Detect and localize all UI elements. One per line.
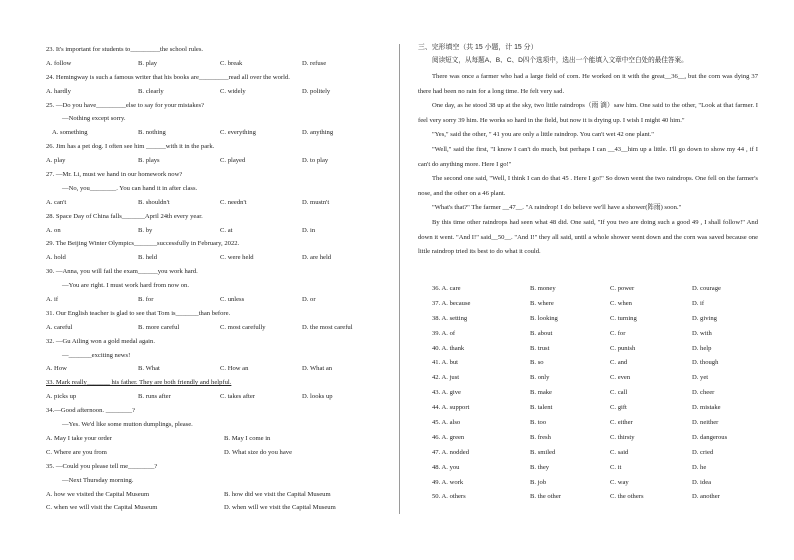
option-b: B. plays (138, 157, 160, 165)
answer-option: 45. A. also (432, 419, 461, 427)
answer-option: C. it (610, 463, 622, 471)
option-c: C. when we will visit the Capital Museum (46, 504, 158, 512)
answer-option: 37. A. because (432, 299, 471, 307)
answer-row (418, 434, 758, 449)
answer-row (418, 493, 758, 508)
question-29-stem: 29. The Beijing Winter Olympics_______successfully in February, 2022. (46, 240, 240, 248)
option-a: A. follow (46, 59, 72, 67)
question-34-options-ab (46, 435, 376, 449)
option-b: B. for (138, 296, 154, 304)
answer-option: C. call (610, 389, 628, 397)
answer-option: 38. A. setting (432, 314, 468, 322)
question-27-stem: 27. —Mr. Li, must we hand in our homework now? (46, 171, 183, 179)
answer-option: 39. A. of (432, 329, 456, 337)
question-32-reply: —_______exciting news! (62, 351, 131, 359)
answer-option: C. gift (610, 404, 627, 412)
option-d: D. looks up (302, 393, 333, 401)
answer-option: D. cheer (692, 389, 715, 397)
answer-option: 43. A. give (432, 389, 461, 397)
question-34-stem: 34.—Good afternoon. ________? (46, 407, 135, 415)
answer-option: B. about (530, 329, 553, 337)
question-24-stem: 24. Hemingway is such a famous writer that his books are_________read all over the world. (46, 73, 290, 81)
option-b: B. how did we visit the Capital Museum (224, 490, 331, 498)
option-d: D. or (302, 296, 316, 304)
answer-option: C. even (610, 374, 631, 382)
column-divider (399, 44, 400, 514)
question-30-reply: —You are right. I must work hard from now on. (62, 282, 189, 290)
option-a: A. how we visited the Capital Museum (46, 490, 150, 498)
answer-option: B. the other (530, 493, 561, 501)
question-26-options (46, 157, 376, 171)
answer-row (418, 285, 758, 300)
option-c: C. needn't (220, 198, 247, 206)
answer-option: B. fresh (530, 433, 551, 441)
question-23-stem: 23. It's important for students to_________the school rules. (46, 46, 204, 53)
passage-paragraph: "Well," said the first, "I know I can't do much, but perhaps I can __43__him up a little. I'll go down to show my 44 , if I can't do anything more. Here I go!" (418, 145, 758, 168)
question-27-reply: —No, you________. You can hand it in after class. (62, 184, 198, 192)
answer-option: B. where (530, 299, 554, 307)
option-d: D. anything (302, 129, 334, 137)
option-b: B. May I come in (224, 434, 271, 442)
answer-option: 46. A. green (432, 433, 465, 441)
option-a: A. How (46, 365, 67, 373)
option-a: A. hardly (46, 87, 71, 95)
passage-paragraph: One day, as he stood 38 up at the sky, two little raindrops（雨 滴）saw him. One said to the other, "Look at that farmer. I feel very sorry 39 him. He works so hard in the field, but now it is drying up. I wish I might 40 him." (418, 102, 758, 124)
option-b: B. play (138, 59, 158, 67)
option-c: C. everything (220, 129, 256, 137)
question-24-options (46, 88, 376, 102)
answer-option: 47. A. nodded (432, 448, 469, 456)
question-25-options (46, 129, 376, 143)
answer-option: D. another (692, 493, 720, 501)
question-30-stem: 30. —Anna, you will fail the exam______you work hard. (46, 268, 198, 276)
answer-row (418, 315, 758, 330)
option-c: C. were held (220, 254, 254, 262)
passage-paragraph: By this time other raindrops had seen what 48 did. One said, "If you two are doing such a good 49 , I shall follow!" And down it went. "And I!" said__50__. "And I!" they all said, until a whole shower went down and the corn was saved because one little raindrop tried its best to do what it could. (418, 218, 758, 256)
answer-row (418, 359, 758, 374)
section-directions: 阅读短文，从每题A、B、C、D四个选项中，选出一个能填入文章中空白处的最佳答案。 (432, 57, 688, 64)
answer-row (418, 389, 758, 404)
option-d: D. the most careful (302, 323, 353, 331)
question-23-options (46, 60, 376, 74)
answer-row (418, 300, 758, 315)
answer-option: B. make (530, 389, 552, 397)
question-28-options (46, 227, 376, 241)
answer-row (418, 419, 758, 434)
answer-row (418, 449, 758, 464)
answer-option: B. smiled (530, 448, 556, 456)
answer-option: C. way (610, 478, 629, 486)
option-b: B. by (138, 226, 153, 234)
option-c: C. at (220, 226, 233, 234)
option-b: B. What (138, 365, 160, 373)
answer-option: B. so (530, 359, 544, 367)
option-c: C. unless (220, 296, 245, 304)
answer-option: 40. A. thank (432, 344, 465, 352)
option-b: B. held (138, 254, 158, 262)
answer-option: D. though (692, 359, 719, 367)
passage-paragraph: "Yes," said the other, " 41 you are only a little raindrop. You can't wet 42 one plant." (432, 131, 654, 139)
answer-option: B. money (530, 285, 556, 292)
option-c: C. widely (220, 87, 246, 95)
answer-option: 41. A. but (432, 359, 459, 367)
answer-row (418, 404, 758, 419)
question-31-options (46, 324, 376, 338)
question-28-stem: 28. Space Day of China falls_______April 24th every year. (46, 212, 203, 220)
question-33-stem: 33. Mark really_______ his father. They are both friendly and helpful. (46, 379, 232, 387)
answer-row (418, 345, 758, 360)
question-35-options-ab (46, 491, 376, 505)
answer-row (418, 464, 758, 479)
answer-option: C. said (610, 448, 629, 456)
option-c: C. played (220, 157, 246, 165)
answer-option: B. looking (530, 314, 558, 322)
option-a: A. careful (46, 323, 73, 331)
question-32-stem: 32. —Gu Ailing won a gold medal again. (46, 337, 155, 345)
option-b: B. shouldn't (138, 198, 170, 206)
option-d: D. mustn't (302, 198, 330, 206)
option-a: A. play (46, 157, 66, 165)
option-c: C. most carefully (220, 323, 266, 331)
question-35-options-cd (46, 504, 376, 518)
answer-option: 36. A. care (432, 285, 461, 292)
question-35-reply: —Next Thursday morning. (62, 476, 134, 484)
answer-option: B. job (530, 478, 547, 486)
answer-option: D. courage (692, 285, 721, 292)
answer-option: C. for (610, 329, 626, 337)
answer-option: C. and (610, 359, 628, 367)
answer-option: B. they (530, 463, 550, 471)
answer-option: D. idea (692, 478, 712, 486)
answer-option: C. when (610, 299, 632, 307)
passage-paragraph: "What's that?" The farmer __47__. "A raindrop! I do believe we'll have a shower(阵雨) soon." (432, 204, 682, 212)
answer-options-table (418, 285, 758, 508)
question-25-reply: —Nothing except sorry. (62, 115, 126, 123)
question-35-stem: 35. —Could you please tell me________? (46, 462, 158, 470)
option-d: D. are held (302, 254, 332, 262)
answer-option: B. talent (530, 404, 553, 412)
answer-option: D. help (692, 344, 712, 352)
option-a: A. on (46, 226, 61, 234)
answer-option: D. mistake (692, 404, 721, 412)
answer-option: D. giving (692, 314, 717, 322)
answer-option: D. with (692, 329, 712, 337)
passage-paragraph: There was once a farmer who had a large field of corn. He worked on it with the great__36__, but the corn was dying 37 there had been no rain for a long time. He felt very sad. (418, 73, 758, 95)
option-a: A. picks up (46, 393, 77, 401)
answer-option: 49. A. work (432, 478, 464, 486)
option-b: B. nothing (138, 129, 166, 137)
option-a: A. if (46, 296, 59, 304)
question-34-reply: —Yes. We'd like some mutton dumplings, please. (62, 421, 193, 429)
answer-option: 42. A. just (432, 374, 460, 382)
option-c: C. Where are you from (46, 448, 107, 456)
question-34-options-cd (46, 449, 376, 463)
answer-option: D. neither (692, 419, 719, 427)
question-33-options (46, 393, 376, 407)
answer-option: 44. A. support (432, 404, 470, 412)
question-30-options (46, 296, 376, 310)
answer-option: C. punish (610, 344, 636, 352)
question-26-stem: 26. Jim has a pet dog. I often see him ______with it in the park. (46, 143, 215, 151)
option-a: A. can't (46, 198, 67, 206)
answer-option: C. thirsty (610, 433, 635, 441)
question-25-stem: 25. —Do you have_________else to say for your mistakes? (46, 101, 205, 109)
option-d: D. politely (302, 87, 331, 95)
answer-option: C. turning (610, 314, 637, 322)
left-column (46, 46, 376, 518)
option-c: C. How an (220, 365, 249, 373)
answer-option: D. yet (692, 374, 709, 382)
question-27-options (46, 199, 376, 213)
answer-row (418, 479, 758, 494)
answer-row (418, 330, 758, 345)
answer-row (418, 374, 758, 389)
answer-option: C. power (610, 285, 635, 292)
option-b: B. clearly (138, 87, 164, 95)
option-b: B. runs after (138, 393, 171, 401)
answer-option: D. cried (692, 448, 714, 456)
answer-option: C. the others (610, 493, 644, 501)
section-title: 三、完形填空（共 15 小题，计 15 分） (418, 44, 538, 51)
answer-option: 50. A. others (432, 493, 466, 501)
option-a: A. hold (46, 254, 66, 262)
answer-option: B. only (530, 374, 550, 382)
answer-option: B. too (530, 419, 547, 427)
option-d: D. to play (302, 157, 329, 165)
option-d: D. in (302, 226, 316, 234)
option-d: D. What size do you have (224, 448, 292, 456)
option-a: A. May I take your order (46, 434, 112, 442)
right-column (418, 44, 758, 260)
answer-option: D. he (692, 463, 707, 471)
option-c: C. takes after (220, 393, 255, 401)
question-29-options (46, 254, 376, 268)
option-d: D. when will we visit the Capital Museum (224, 504, 336, 512)
answer-option: B. trust (530, 344, 550, 352)
option-a: A. something (52, 129, 88, 137)
answer-option: D. if (692, 299, 705, 307)
passage-paragraph: The second one said, "Well, I think I can do that 45 . Here I go!" So down went the two raindrops. One fell on the farmer's nose, and the other on a 46 plant. (418, 175, 758, 197)
cloze-passage (418, 70, 758, 260)
option-c: C. break (220, 59, 243, 67)
answer-option: C. either (610, 419, 633, 427)
option-d: D. What an (302, 365, 333, 373)
answer-option: 48. A. you (432, 463, 460, 471)
option-d: D. refuse (302, 59, 327, 67)
question-31-stem: 31. Our English teacher is glad to see that Tom is_______than before. (46, 309, 231, 317)
question-32-options (46, 365, 376, 379)
answer-option: D. dangerous (692, 433, 728, 441)
option-b: B. more careful (138, 323, 180, 331)
